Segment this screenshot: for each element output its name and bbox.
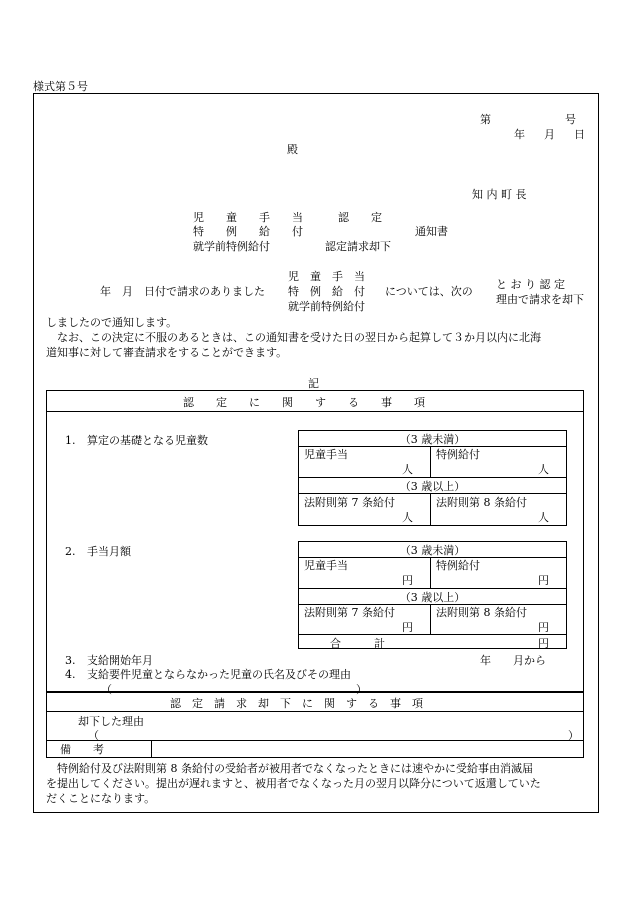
- number-prefix: 第: [480, 113, 491, 126]
- body-option-1: 児 童 手 当: [288, 270, 365, 283]
- t1-art8: 法附則第 8 条給付: [436, 496, 527, 509]
- title-kind-rejection: 認定請求却下: [325, 240, 391, 253]
- t1-unit: 人: [402, 511, 413, 524]
- t2-art8: 法附則第 8 条給付: [436, 606, 527, 619]
- item1-num: 1.: [65, 434, 76, 447]
- rejection-reason-label: 却下した理由: [78, 715, 144, 728]
- item3-label: 支給開始年月: [87, 654, 153, 667]
- title-item-preschool: 就学前特例給付: [193, 240, 270, 253]
- rejection-open-paren: （: [88, 729, 99, 742]
- item4-open-paren: （: [101, 683, 112, 696]
- item2-num: 2.: [65, 545, 76, 558]
- item3-num: 3.: [65, 654, 76, 667]
- item3-value: 年 月から: [480, 654, 546, 667]
- form-label: 様式第５号: [33, 80, 88, 93]
- title-item-special: 特 例 給 付: [193, 225, 303, 238]
- t2-unit: 円: [402, 621, 413, 634]
- title-kind-approval: 認 定: [338, 211, 382, 224]
- title-suffix: 通知書: [415, 225, 448, 238]
- t1-under3: （3 歳未満）: [399, 433, 466, 446]
- rejection-close-paren: ）: [568, 729, 579, 742]
- t2-unit: 円: [538, 637, 549, 650]
- t2-special: 特例給付: [436, 559, 480, 572]
- issuer: 知 内 町 長: [472, 188, 527, 201]
- t1-unit: 人: [402, 463, 413, 476]
- footer-line-1: 特例給付及び法附則第 8 条給付の受給者が被用者でなくなったときには速やかに受給事由消滅届: [46, 762, 533, 775]
- t2-child-allowance: 児童手当: [304, 559, 348, 572]
- t2-over3: （3 歳以上）: [399, 591, 466, 604]
- body-result-1: と お り 認 定: [496, 278, 565, 291]
- item1-label: 算定の基礎となる児童数: [87, 434, 208, 447]
- number-suffix: 号: [565, 113, 576, 126]
- t2-unit: 円: [538, 621, 549, 634]
- t2-total-label: 合 計: [330, 637, 385, 650]
- appeal-line-1: なお、この決定に不服のあるときは、この通知書を受けた日の翌日から起算して３か月以内に北海: [46, 331, 541, 344]
- issue-date: 年 月 日: [514, 128, 589, 141]
- body-result-2: 理由で請求を却下: [496, 293, 584, 306]
- footer-line-3: だくことになります。: [46, 792, 156, 805]
- body-line-2: しましたので通知します。: [46, 316, 178, 329]
- footer-line-2: を提出してください。提出が遅れますと、被用者でなくなった月の翌月以降分について返還していた: [46, 777, 541, 790]
- t2-unit: 円: [402, 574, 413, 587]
- ki-mark: 記: [308, 377, 319, 390]
- item4-close-paren: ）: [356, 683, 367, 696]
- section2-heading: 認 定 請 求 却 下 に 関 す る 事 項: [170, 697, 423, 710]
- body-option-3: 就学前特例給付: [288, 300, 365, 313]
- section1-heading: 認 定 に 関 す る 事 項: [183, 396, 425, 409]
- body-date-prefix: 年 月 日付で請求のありました: [100, 285, 265, 298]
- t2-under3: （3 歳未満）: [399, 544, 466, 557]
- t2-art7: 法附則第 7 条給付: [304, 606, 395, 619]
- t1-child-allowance: 児童手当: [304, 448, 348, 461]
- t1-unit: 人: [538, 511, 549, 524]
- t1-unit: 人: [538, 463, 549, 476]
- item4-num: 4.: [65, 668, 76, 681]
- appeal-line-2: 道知事に対して審査請求をすることができます。: [46, 346, 288, 359]
- remarks-box: [46, 740, 584, 758]
- t1-over3: （3 歳以上）: [399, 480, 466, 493]
- t1-art7: 法附則第 7 条給付: [304, 496, 395, 509]
- t2-unit: 円: [538, 574, 549, 587]
- body-mid: については、次の: [385, 285, 473, 298]
- remarks-label: 備 考: [60, 743, 104, 756]
- addressee: 殿: [287, 143, 298, 156]
- t1-special: 特例給付: [436, 448, 480, 461]
- item2-label: 手当月額: [87, 545, 131, 558]
- item4-label: 支給要件児童とならなかった児童の氏名及びその理由: [87, 668, 351, 681]
- body-option-2: 特 例 給 付: [288, 285, 365, 298]
- title-item-child-allowance: 児 童 手 当: [193, 211, 303, 224]
